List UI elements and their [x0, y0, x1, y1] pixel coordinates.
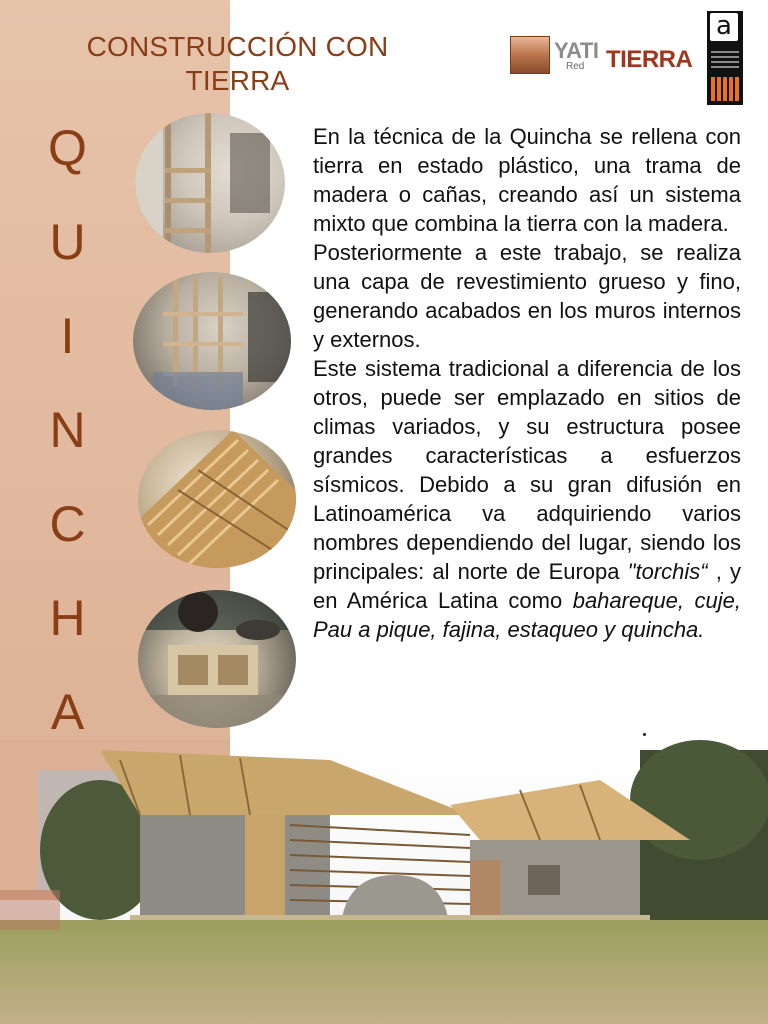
vertical-letter: H — [49, 590, 86, 646]
title-line-1: CONSTRUCCIÓN CON — [86, 31, 389, 62]
photo-timber-frame — [135, 113, 285, 253]
logo-yati-text: YATI — [554, 38, 599, 63]
stray-dot — [643, 733, 646, 736]
body-text — [313, 122, 741, 644]
page-title — [40, 30, 435, 98]
paragraph-3 — [313, 354, 741, 644]
photo-model-building — [138, 590, 296, 728]
earth-layers-logo-icon — [510, 36, 550, 74]
photo-workshop-frame — [133, 272, 291, 410]
paragraph-3-part-a: Este sistema tradicional a diferencia de los otros, puede ser emplazado en sitios de climas variados, y su estructura posee grandes características a esfuerzos sísmicos. Debido a su gran difusión en Latinoamérica va adquiriendo varios nombres dependiendo del lugar, siendo los principales: al norte de Europa — [313, 356, 741, 584]
faculty-logo-block — [711, 77, 739, 101]
title-line-2: TIERRA — [185, 65, 290, 96]
paragraph-1: En la técnica de la Quincha se rellena con tierra en estado plástico, una trama de madera o cañas, creando así un sistema mixto que combina la tierra con la madera. — [313, 124, 741, 236]
paragraph-3-part-b: , y en América Latina como — [313, 559, 741, 613]
vertical-letter: I — [60, 308, 75, 364]
vertical-letter: U — [49, 214, 86, 270]
photo-cane-weave — [138, 430, 296, 568]
vertical-letter: Q — [48, 120, 87, 176]
red-yati-tierra-logo — [510, 32, 693, 78]
paragraph-2: Posteriormente a este trabajo, se realiza una capa de revestimiento grueso y fino, generando acabados en los muros internos y externos. — [313, 240, 741, 352]
vertical-title — [30, 118, 105, 776]
term-torchis: "torchis“ — [627, 559, 708, 584]
logo-red-text: Red — [566, 61, 585, 72]
vertical-letter: C — [49, 496, 86, 552]
quincha-house-model-photo — [0, 740, 768, 1024]
vertical-letter: A — [50, 684, 85, 740]
vertical-letter: N — [49, 402, 86, 458]
faculty-logo-lines — [711, 51, 739, 71]
latin-american-names: bahareque, cuje, Pau a pique, fajina, estaqueo y quincha. — [313, 588, 741, 642]
faculty-logo-icon — [707, 11, 743, 105]
logo-tierra-text: TIERRA — [606, 46, 693, 73]
faculty-logo-letter: a — [710, 13, 738, 41]
